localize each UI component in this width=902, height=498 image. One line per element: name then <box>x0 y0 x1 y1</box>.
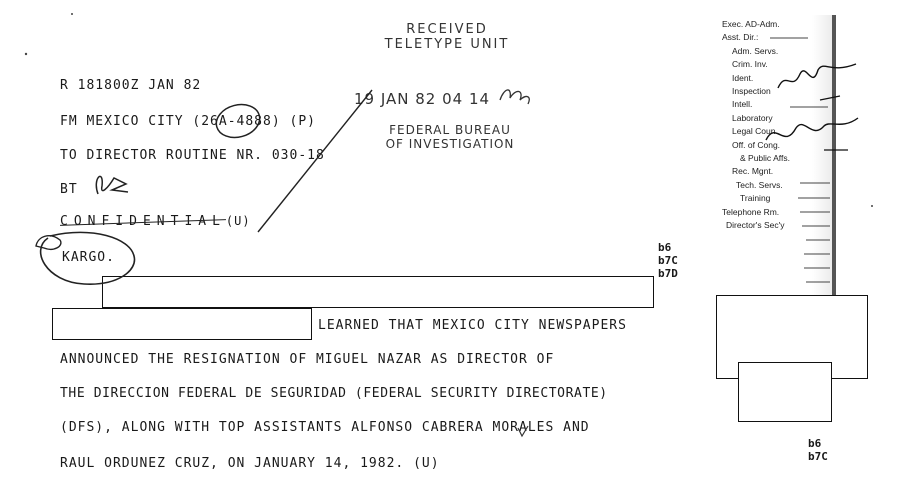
exemption-code: b7C <box>658 254 678 267</box>
speck <box>25 53 27 55</box>
routing-item: Telephone Rm. <box>722 206 780 217</box>
stamp-bureau-2: OF INVESTIGATION <box>385 137 515 151</box>
routing-item: Intell. <box>732 99 753 110</box>
bureau-stamp <box>380 123 520 151</box>
routing-item: Tech. Servs. <box>736 179 783 190</box>
caption: KARGO. <box>62 250 115 265</box>
classification <box>60 214 251 229</box>
routing-border-right <box>832 15 836 295</box>
classification-word: CONFIDENTIAL <box>60 214 226 229</box>
classification-marking: (U) <box>225 214 251 228</box>
routing-item: Legal Coun. <box>732 126 778 137</box>
initials-mark <box>96 176 128 194</box>
exemption-code: b7D <box>658 267 678 280</box>
initials-mark <box>500 90 529 104</box>
routing-item: Off. of Cong. <box>732 139 781 150</box>
speck <box>71 13 73 15</box>
routing-item: Inspection <box>732 86 771 97</box>
routing-item: & Public Affs. <box>740 153 790 164</box>
routing-item: Crim. Inv. <box>732 59 768 70</box>
routing-item: Adm. Servs. <box>732 45 779 56</box>
circle-mark <box>36 236 61 250</box>
redaction-box <box>52 308 312 340</box>
routing-list <box>722 18 790 233</box>
routing-item: Ident. <box>732 72 754 83</box>
exemption-code: b6 <box>808 437 822 450</box>
redaction-box <box>102 276 654 308</box>
body-line-1: LEARNED THAT MEXICO CITY NEWSPAPERS <box>318 318 627 333</box>
redaction-box <box>738 362 832 422</box>
stamp-date-time: 19 JAN 82 04 14 <box>354 90 491 108</box>
stamp-bureau-1: FEDERAL BUREAU <box>389 123 511 137</box>
stamp-teletype-unit: TELETYPE UNIT <box>384 37 510 52</box>
received-stamp <box>382 22 512 52</box>
body-line-3: THE DIRECCION FEDERAL DE SEGURIDAD (FEDERAL SECURITY DIRECTORATE) <box>60 386 608 401</box>
exemptions-top <box>658 241 678 280</box>
routing-item: Rec. Mgnt. <box>732 166 774 177</box>
speck <box>871 205 873 207</box>
body-line-2: ANNOUNCED THE RESIGNATION OF MIGUEL NAZAR AS DIRECTOR OF <box>60 352 555 367</box>
routing-item: Training <box>740 193 771 204</box>
header-line-3: TO DIRECTOR ROUTINE NR. 030-18 <box>60 148 325 163</box>
body-line-4: (DFS), ALONG WITH TOP ASSISTANTS ALFONSO CABRERA MORALES AND <box>60 420 590 435</box>
routing-item: Exec. AD-Adm. <box>722 19 780 29</box>
exemption-code: b7C <box>808 450 828 463</box>
header-line-4: BT <box>60 182 78 197</box>
stamp-received: RECEIVED <box>406 22 488 37</box>
routing-item: Laboratory <box>732 112 773 123</box>
body-line-5: RAUL ORDUNEZ CRUZ, ON JANUARY 14, 1982. (U) <box>60 456 440 471</box>
exemption-code: b6 <box>658 241 672 254</box>
routing-item: Director's Sec'y <box>726 220 785 231</box>
header-line-1: R 181800Z JAN 82 <box>60 78 202 93</box>
header-line-2: FM MEXICO CITY (26A-4888) (P) <box>60 114 316 129</box>
routing-item: Asst. Dir.: <box>722 32 759 43</box>
exemptions-bottom <box>808 437 828 463</box>
